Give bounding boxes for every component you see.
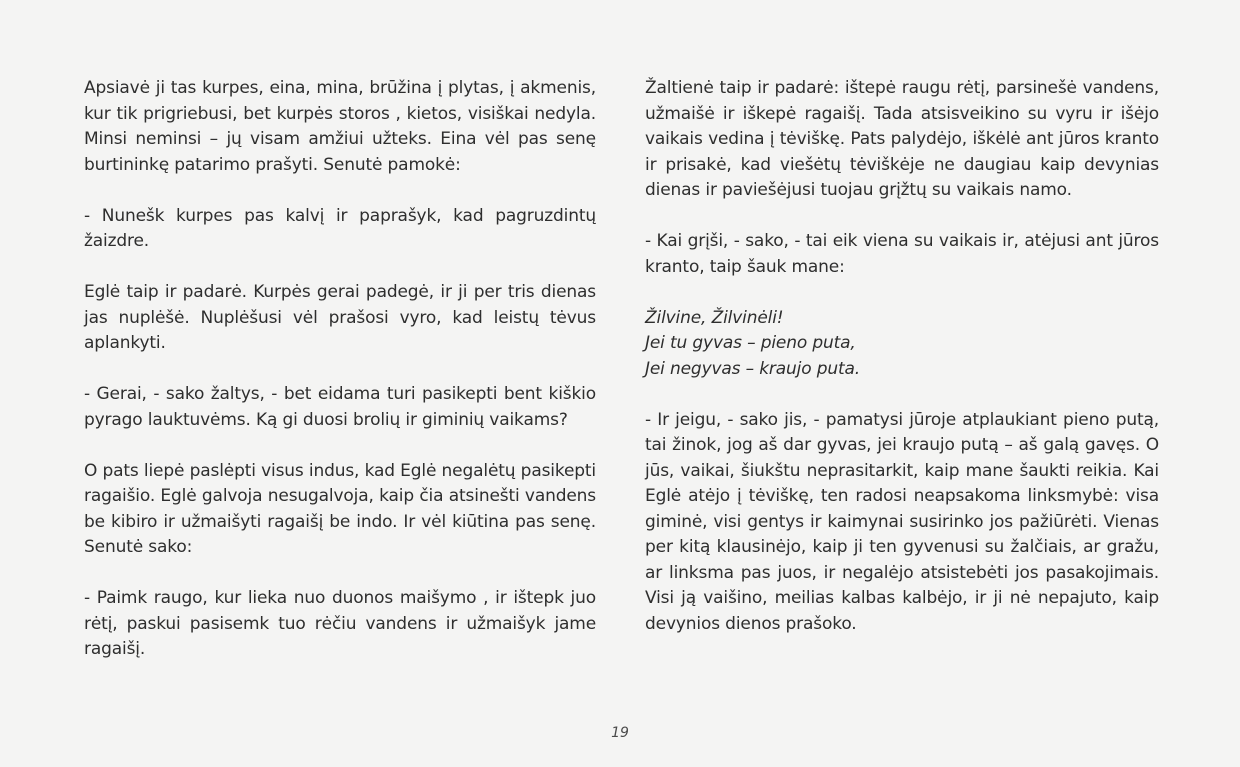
paragraph: - Nunešk kurpes pas kalvį ir paprašyk, kad pagruzdintų žaizdre. xyxy=(84,205,596,251)
left-text-column xyxy=(84,76,596,688)
right-text-column xyxy=(645,76,1159,663)
paragraph: - Ir jeigu, - sako jis, - pamatysi jūroje atplaukiant pieno putą, tai žinok, jog aš dar gyvas, jei kraujo putą – aš galą gavęs. O jūs, vaikai, šiukštu neprasitarkit, kaip mane šaukti reikia. Kai Eglė atėjo į tėviškę, ten radosi neapsakoma linksmybė: visa giminė, visi gentys ir kaimynai susirinko jos pažiūrėti. Vienas per kitą klausinėjo, kaip ji ten gyvenusi su žalčiais, ar gražu, ar linksma pas juos, ir negalėjo atsistebėti jos pasakojimais. Visi ją vaišino, meilias kalbas kalbėjo, ir ji nė nepajuto, kaip devynios dienos prašoko. xyxy=(645,409,1159,634)
poem-line: Jei tu gyvas – pieno puta, xyxy=(645,333,856,353)
paragraph: Apsiavė ji tas kurpes, eina, mina, brūžina į plytas, į akmenis, kur tik prigriebusi, bet kurpės storos , kietos, visiškai nedyla. Minsi neminsi – jų visam amžiui užteks. Eina vėl pas senę burtininkę patarimo prašyti. Senutė pamokė: xyxy=(84,78,596,175)
paragraph: Žaltienė taip ir padarė: ištepė raugu rėtį, parsinešė vandens, užmaišė ir iškepė ragaišį. Tada atsisveikino su vyru ir išėjo vaikais vedina į tėviškę. Pats palydėjo, iškėlė ant jūros kranto ir prisakė, kad viešėtų tėviškėje ne daugiau kaip devynias dienas ir paviešėjusi tuojau grįžtų su vaikais namo. xyxy=(645,78,1159,200)
paragraph: - Paimk raugo, kur lieka nuo duonos maišymo , ir ištepk juo rėtį, paskui pasisemk tuo rėčiu vandens ir užmaišyk jame ragaišį. xyxy=(84,588,596,659)
paragraph: - Kai grįši, - sako, - tai eik viena su vaikais ir, atėjusi ant jūros kranto, taip šauk mane: xyxy=(645,231,1159,277)
poem-line: Žilvine, Žilvinėli! xyxy=(645,307,784,328)
page-number: 19 xyxy=(611,725,629,741)
paragraph: O pats liepė paslėpti visus indus, kad Eglė negalėtų pasikepti ragaišio. Eglė galvoja nesugalvoja, kaip čia atsinešti vandens be kibiro ir užmaišyti ragaišį be indo. Ir vėl kiūtina pas senę. Senutė sako: xyxy=(84,460,596,557)
paragraph: Eglė taip ir padarė. Kurpės gerai padegė, ir ji per tris dienas jas nuplėšė. Nuplėšusi vėl prašosi vyro, kad leistų tėvus aplankyti. xyxy=(84,282,596,353)
paragraph: - Gerai, - sako žaltys, - bet eidama turi pasikepti bent kiškio pyrago lauktuvėms. Ką gi duosi brolių ir giminių vaikams? xyxy=(84,384,596,430)
poem-line: Jei negyvas – kraujo puta. xyxy=(645,358,861,379)
poem-verse xyxy=(645,306,1159,383)
